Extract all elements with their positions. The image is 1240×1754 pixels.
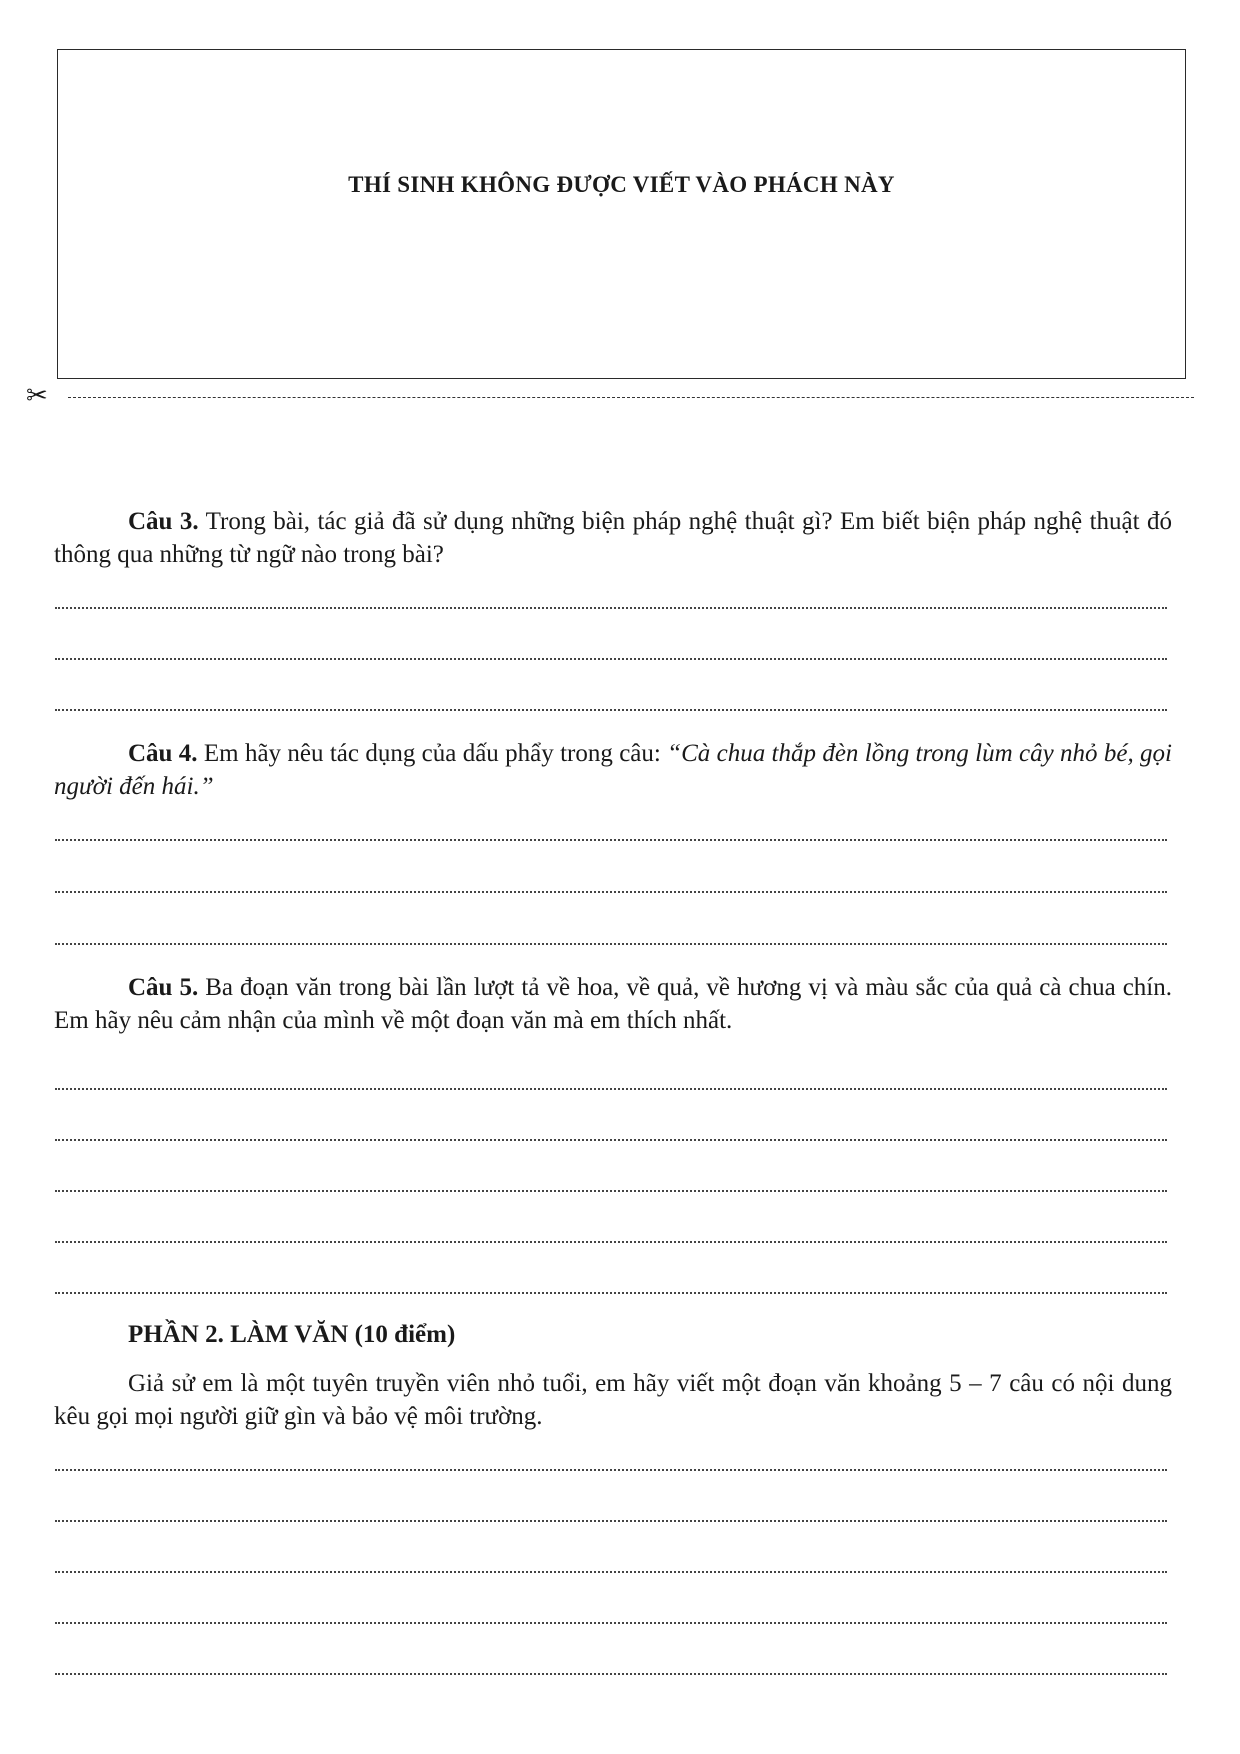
answer-line[interactable]: [55, 607, 1167, 609]
answer-line[interactable]: [55, 1571, 1167, 1573]
answer-line[interactable]: [55, 658, 1167, 660]
question-4-quote: “Cà chua thắp đèn lồng trong lùm cây nhỏ bé, gọi người đến hái.”: [54, 740, 1172, 800]
answer-line[interactable]: [55, 1292, 1167, 1294]
question-5-text: Ba đoạn văn trong bài lần lượt tả về hoa, về quả, về hương vị và màu sắc của quả cà chua chín. Em hãy nêu cảm nhận của mình về một đoạn văn mà em thích nhất.: [54, 974, 1172, 1034]
part-2-prompt: [54, 1367, 1172, 1433]
answer-line[interactable]: [55, 709, 1167, 711]
scissors-icon: ✂: [26, 381, 48, 411]
answer-line[interactable]: [55, 1088, 1167, 1090]
question-4: [54, 737, 1172, 803]
answer-line[interactable]: [55, 1673, 1167, 1675]
answer-line[interactable]: [55, 1139, 1167, 1141]
part-2-title: PHẦN 2. LÀM VĂN (10 điểm): [128, 1321, 456, 1348]
answer-line[interactable]: [55, 1469, 1167, 1471]
answer-line[interactable]: [55, 891, 1167, 893]
question-3: [54, 505, 1172, 571]
answer-line[interactable]: [55, 1241, 1167, 1243]
header-title: THÍ SINH KHÔNG ĐƯỢC VIẾT VÀO PHÁCH NÀY: [348, 172, 895, 197]
dashed-cut-line: [68, 397, 1194, 398]
answer-line[interactable]: [55, 1190, 1167, 1192]
question-3-text: Trong bài, tác giả đã sử dụng những biện pháp nghệ thuật gì? Em biết biện pháp nghệ thuật đó thông qua những từ ngữ nào trong bài?: [54, 508, 1172, 568]
part-2-prompt-text: Giả sử em là một tuyên truyền viên nhỏ tuổi, em hãy viết một đoạn văn khoảng 5 – 7 câu có nội dung kêu gọi mọi người giữ gìn và bảo vệ môi trường.: [54, 1370, 1172, 1430]
question-5: [54, 971, 1172, 1037]
cut-line: [26, 383, 1176, 409]
answer-line[interactable]: [55, 1520, 1167, 1522]
answer-line[interactable]: [55, 839, 1167, 841]
question-4-text: Em hãy nêu tác dụng của dấu phẩy trong câu:: [197, 740, 668, 767]
answer-line[interactable]: [55, 1622, 1167, 1624]
question-4-label: Câu 4.: [128, 740, 198, 767]
question-5-label: Câu 5.: [128, 974, 199, 1001]
question-3-label: Câu 3.: [128, 508, 199, 535]
answer-line[interactable]: [55, 943, 1167, 945]
header-box: [57, 49, 1186, 379]
